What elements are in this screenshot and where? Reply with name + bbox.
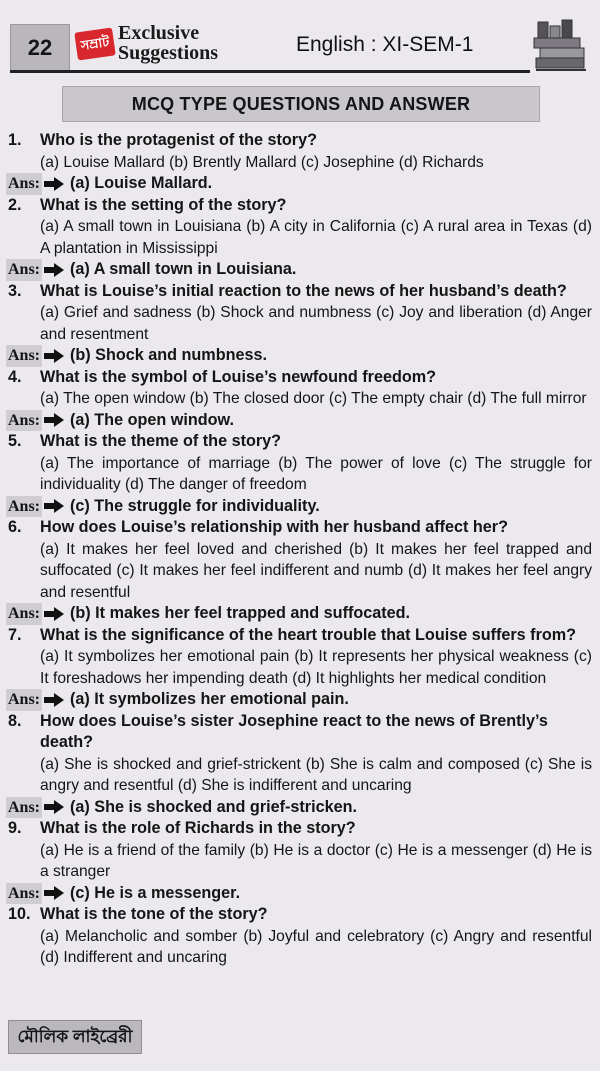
question-options: (a) The open window (b) The closed door (c) The empty chair (d) The full mirror [40, 390, 587, 407]
answer-label: Ans: [6, 603, 42, 625]
question-number: 3. [8, 281, 22, 300]
question-item [8, 818, 592, 904]
question-number: 10. [8, 905, 31, 923]
question-text: What is the theme of the story? [40, 432, 282, 450]
answer-text: (a) A small town in Louisiana. [70, 260, 297, 278]
answer-row [6, 496, 592, 518]
question-list [8, 130, 592, 969]
question-number: 1. [8, 131, 22, 149]
answer-row [6, 883, 592, 905]
question-text: What is the significance of the heart trouble that Louise suffers from? [40, 625, 577, 644]
answer-row [6, 345, 592, 367]
arrow-right-icon [44, 800, 64, 814]
question-item [8, 517, 592, 625]
brand-title-line2: Suggestions [118, 42, 219, 64]
question-row [8, 367, 592, 389]
question-text: What is the setting of the story? [40, 195, 287, 214]
question-number: 4. [8, 367, 22, 386]
question-options: (a) He is a friend of the family (b) He is a doctor (c) He is a messenger (d) He is a stranger [40, 841, 592, 880]
answer-text: (b) Shock and numbness. [70, 346, 267, 364]
question-item [8, 625, 592, 711]
question-options: (a) Melancholic and somber (b) Joyful and celebratory (c) Angry and resentful (d) Indifferent and uncaring [40, 927, 592, 966]
answer-label: Ans: [6, 496, 42, 518]
question-text: What is the role of Richards in the story? [40, 819, 356, 837]
subject-title: English : XI-SEM-1 [296, 33, 474, 56]
question-item [8, 904, 592, 969]
arrow-right-icon [44, 693, 64, 707]
answer-label: Ans: [6, 689, 42, 711]
brand-title-line1: Exclusive [118, 22, 200, 44]
question-number: 9. [8, 819, 22, 837]
question-options: (a) She is shocked and grief-strickent (b) She is calm and composed (c) She is angry and resentful (d) She is indifferent and uncaring [40, 755, 592, 794]
answer-label: Ans: [6, 797, 42, 819]
question-row [8, 431, 592, 453]
question-number: 6. [8, 518, 22, 536]
question-text: What is the symbol of Louise’s newfound freedom? [40, 367, 437, 386]
books-icon [530, 18, 590, 74]
answer-text: (a) It symbolizes her emotional pain. [70, 690, 349, 708]
header-rule [10, 70, 530, 73]
question-item [8, 195, 592, 281]
answer-label: Ans: [6, 345, 42, 367]
footer-tag: মৌলিক লাইব্রেরী [8, 1020, 142, 1054]
answer-label: Ans: [6, 173, 42, 195]
arrow-right-icon [44, 349, 64, 363]
question-options: (a) Louise Mallard (b) Brently Mallard (c) Josephine (d) Richards [40, 153, 484, 171]
answer-text: (c) He is a messenger. [70, 883, 241, 902]
question-row [8, 517, 592, 539]
question-text: What is the tone of the story? [40, 905, 268, 923]
question-number: 5. [8, 432, 22, 450]
answer-row [6, 259, 592, 281]
question-number: 8. [8, 711, 22, 730]
question-options: (a) It makes her feel loved and cherished (b) It makes her feel trapped and suffocated (c) It makes her feel indifferent and numb (d) It makes her feel angry and resentful [40, 540, 592, 601]
answer-row [6, 410, 592, 432]
arrow-right-icon [44, 886, 64, 900]
page-number: 22 [10, 24, 70, 72]
question-text: Who is the protagenist of the story? [40, 131, 317, 149]
answer-row [6, 689, 592, 711]
question-row [8, 130, 592, 152]
arrow-right-icon [44, 607, 64, 621]
arrow-right-icon [44, 499, 64, 513]
question-row [8, 711, 592, 754]
question-text: How does Louise’s sister Josephine react to the news of Brently’s death? [40, 711, 548, 751]
question-options: (a) Grief and sadness (b) Shock and numbness (c) Joy and liberation (d) Anger and resentment [40, 304, 592, 343]
question-options: (a) It symbolizes her emotional pain (b) It represents her physical weakness (c) It foreshadows her impending death (d) It highlights her medical condition [40, 648, 592, 687]
question-item [8, 281, 592, 367]
answer-row [6, 173, 592, 195]
question-item [8, 130, 592, 195]
question-number: 7. [8, 625, 22, 644]
section-banner: MCQ TYPE QUESTIONS AND ANSWER [62, 86, 540, 122]
answer-label: Ans: [6, 259, 42, 281]
question-row [8, 625, 592, 647]
question-item [8, 431, 592, 517]
answer-text: (a) Louise Mallard. [70, 174, 213, 192]
question-number: 2. [8, 195, 22, 214]
question-row [8, 818, 592, 840]
question-row [8, 904, 592, 926]
arrow-right-icon [44, 413, 64, 427]
answer-row [6, 603, 592, 625]
answer-text: (a) The open window. [70, 410, 234, 429]
question-text: What is Louise’s initial reaction to the news of her husband’s death? [40, 281, 567, 300]
question-options: (a) A small town in Louisiana (b) A city in California (c) A rural area in Texas (d) A plantation in Mississippi [40, 218, 592, 257]
question-text: How does Louise’s relationship with her husband affect her? [40, 518, 508, 536]
page-header [0, 0, 600, 78]
answer-label: Ans: [6, 410, 42, 432]
answer-text: (a) She is shocked and grief-stricken. [70, 797, 357, 816]
question-item [8, 711, 592, 819]
answer-text: (b) It makes her feel trapped and suffocated. [70, 604, 411, 622]
question-item [8, 367, 592, 432]
arrow-right-icon [44, 177, 64, 191]
arrow-right-icon [44, 263, 64, 277]
question-row [8, 281, 592, 303]
brand-badge: সম্রাট [74, 27, 116, 60]
question-row [8, 195, 592, 217]
answer-row [6, 797, 592, 819]
question-options: (a) The importance of marriage (b) The power of love (c) The struggle for individuality (d) The danger of freedom [40, 454, 592, 493]
answer-label: Ans: [6, 883, 42, 905]
answer-text: (c) The struggle for individuality. [70, 496, 320, 515]
